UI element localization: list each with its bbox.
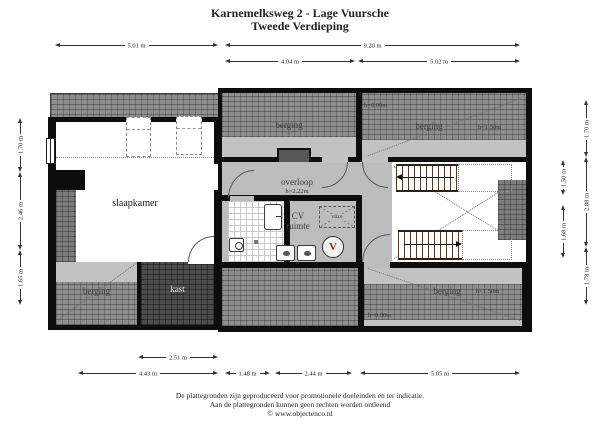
stair-direction-line-lower bbox=[404, 244, 456, 245]
room-label-berging-bottom-left: berging bbox=[82, 286, 111, 296]
window-glazing-line bbox=[50, 139, 51, 163]
dim-label: 1.78 m bbox=[583, 266, 590, 286]
dim-label: 4.43 m bbox=[136, 370, 160, 377]
room-berging-top-right bbox=[362, 93, 526, 140]
toilet bbox=[229, 238, 244, 252]
dim-label: 2.51 m bbox=[166, 354, 190, 361]
stair-direction-line-upper bbox=[402, 177, 454, 178]
mechanical-ventilation-icon bbox=[322, 236, 344, 258]
floor-drain bbox=[254, 240, 258, 244]
height-label-berging-top-right-floor: h=0.00m bbox=[364, 102, 388, 109]
room-berging-top-left bbox=[222, 93, 356, 137]
dim-bottom-left-wing bbox=[78, 370, 218, 377]
height-label-berging-top-right-knee: h<1.50m bbox=[478, 124, 502, 131]
window-left-facade bbox=[46, 138, 55, 164]
knee-wall-block bbox=[51, 170, 85, 190]
room-label-berging-top-left: berging bbox=[275, 120, 303, 130]
dim-left-bottom bbox=[17, 250, 24, 305]
page-title: Karnemelksweg 2 - Lage Vuursche bbox=[211, 6, 389, 20]
dim-bottom-cv bbox=[275, 370, 352, 377]
roof-window-frame bbox=[127, 118, 150, 130]
wall-cv-hall bbox=[356, 195, 362, 262]
footer-copyright: © www.objectenco.nl bbox=[267, 409, 333, 418]
roof-window-right bbox=[176, 116, 202, 155]
dim-right-inner-bottom bbox=[560, 205, 567, 258]
dim-label: 1.70 m bbox=[17, 135, 24, 155]
boiler-dial bbox=[304, 251, 311, 256]
dim-label: 1.65 m bbox=[17, 268, 24, 287]
room-label-kast: kast bbox=[170, 284, 185, 294]
ventilation-v-glyph: V bbox=[329, 241, 337, 253]
dim-bottom-kast bbox=[138, 354, 218, 361]
dim-label: 1.48 m bbox=[235, 370, 259, 377]
dim-top-right-wing bbox=[225, 42, 520, 49]
dim-right-outer-middle bbox=[583, 157, 590, 247]
stair-flight-upper-headroom bbox=[458, 164, 512, 192]
dim-label: 2.44 m bbox=[301, 370, 325, 377]
toilet-bowl bbox=[235, 242, 243, 250]
stair-flight-lower bbox=[398, 230, 462, 260]
knee-wall-hatch bbox=[56, 190, 76, 262]
dim-right-inner-top bbox=[560, 160, 567, 195]
stair-flight-upper bbox=[396, 164, 458, 192]
room-label-berging-top-right: berging bbox=[415, 121, 443, 131]
dim-label: 2.88 m bbox=[583, 192, 590, 212]
vlizotrap-label: vlizo bbox=[331, 214, 343, 220]
boiler-dial bbox=[283, 251, 290, 256]
dim-bottom-bathroom bbox=[225, 370, 270, 377]
dim-right-outer-bottom bbox=[583, 247, 590, 305]
room-label-cv-line2: ruimte bbox=[286, 221, 310, 231]
stair-direction-arrow-upper bbox=[396, 174, 402, 180]
room-label-cv-line1: CV bbox=[291, 211, 305, 221]
dim-right-outer-top bbox=[583, 100, 590, 157]
dim-label: 1.68 m bbox=[560, 222, 567, 241]
vlizotrap-hatch bbox=[319, 206, 355, 228]
boiler-unit-left bbox=[276, 245, 295, 261]
footer-disclaimer-line1: De plattegronden zijn geproduceerd voor promotionele doeleinden en ter indicatie. bbox=[175, 391, 425, 400]
height-label-berging-bottom-right-knee: h<1.50m bbox=[476, 288, 500, 295]
dim-label: 9.20 m bbox=[360, 42, 384, 49]
dim-label: 4.04 m bbox=[278, 58, 302, 65]
dim-label: 1.70 m bbox=[583, 119, 590, 138]
roof-hatch-bottom-middle bbox=[222, 268, 358, 326]
boiler-unit-right bbox=[297, 245, 316, 261]
stair-flight-lower-headroom bbox=[462, 230, 512, 260]
dim-top-inner-left bbox=[225, 58, 355, 65]
height-label-berging-bottom-right-floor: h=0.00m bbox=[368, 312, 392, 319]
dim-label: 5.02 m bbox=[427, 58, 451, 65]
dim-label: 2.46 m bbox=[17, 201, 24, 221]
dim-label: 1.50 m bbox=[560, 168, 567, 187]
dim-bottom-right-wing bbox=[360, 370, 520, 377]
ceiling-height-dotted-line bbox=[56, 157, 214, 158]
page-subtitle: Tweede Verdieping bbox=[251, 19, 349, 33]
room-label-slaapkamer: slaapkamer bbox=[112, 198, 158, 209]
roof-window-frame bbox=[177, 117, 201, 129]
stair-direction-arrow-lower bbox=[456, 241, 462, 247]
dim-label: 5.01 m bbox=[124, 42, 148, 49]
dim-label: 5.05 m bbox=[428, 370, 452, 377]
dim-top-left-wing bbox=[55, 42, 218, 49]
room-label-overloop: overloop bbox=[281, 177, 313, 187]
room-label-berging-bottom-right: berging bbox=[433, 286, 461, 296]
height-label-overloop: h=2.22m bbox=[285, 188, 309, 195]
roof-window-left bbox=[126, 117, 151, 157]
dim-top-inner-right bbox=[358, 58, 520, 65]
footer-disclaimer-line2: Aan de plattegronden kunnen geen rechten worden ontleend bbox=[209, 400, 391, 409]
dim-left-middle bbox=[17, 172, 24, 250]
dim-left-top bbox=[17, 118, 24, 172]
